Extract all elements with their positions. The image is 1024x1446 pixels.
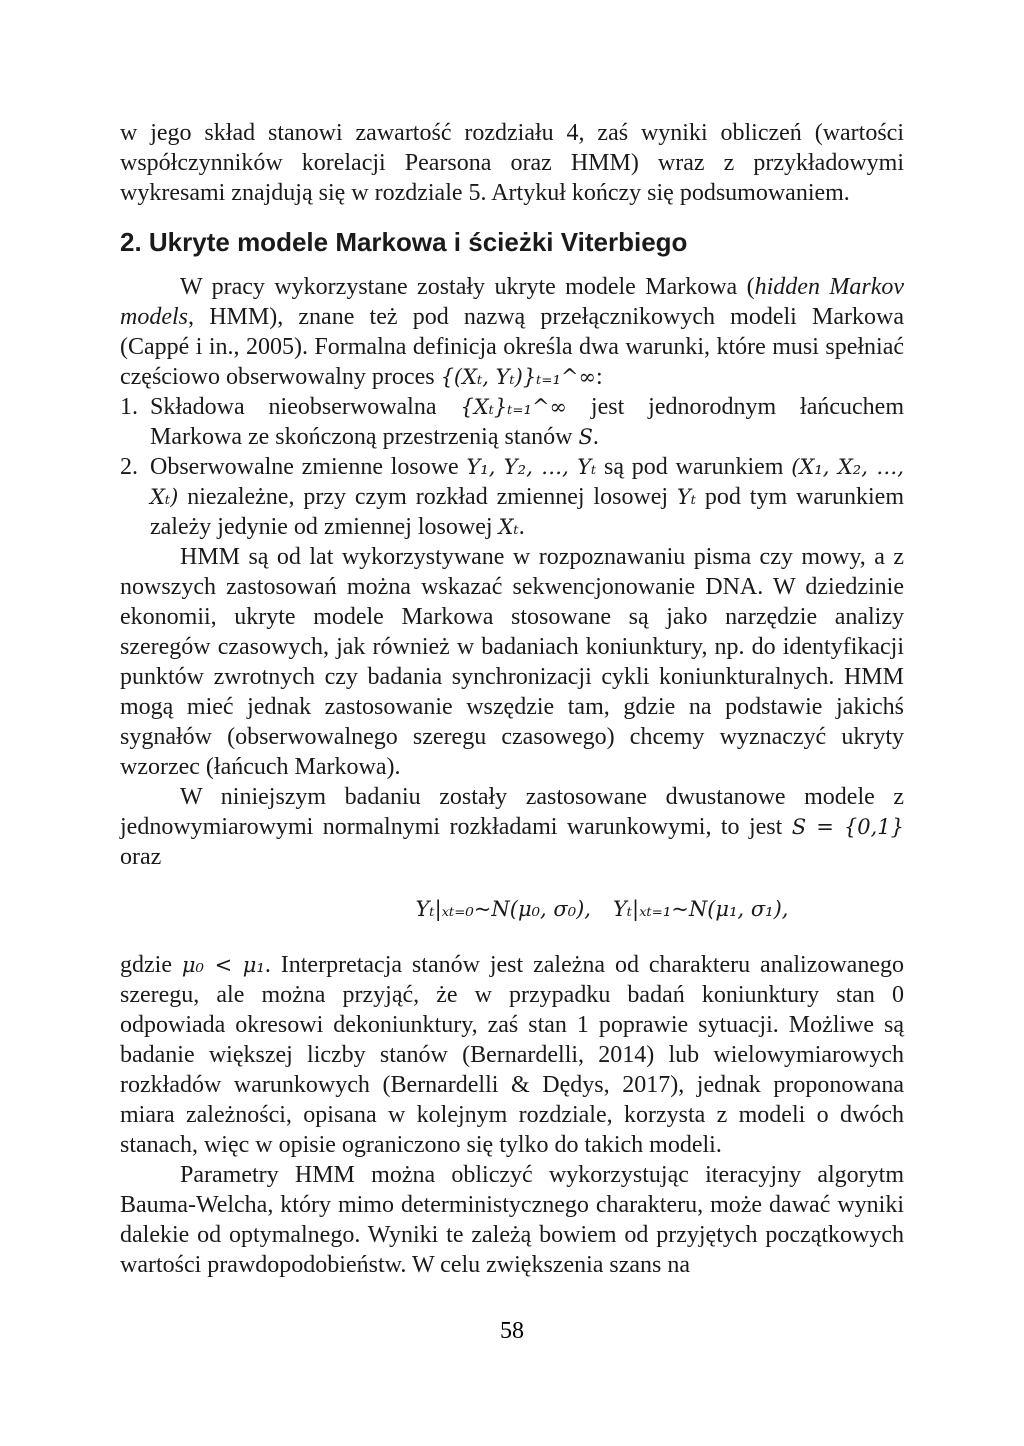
p1-text-3: , HMM), znane też pod nazwą przełącznikowych modeli Markowa (Cappé i in., 2005). Formalna definicja określa dwa warunki, które musi spełniać częściowo obserwowalny proces	[120, 304, 904, 390]
page-body	[120, 118, 904, 1280]
condition-item-2	[120, 452, 904, 542]
p1-italic-term: hidden Markov models	[120, 274, 904, 330]
c2-math-3: Yₜ	[676, 485, 697, 509]
c1-math-1: {Xₜ}ₜ₌₁^∞	[460, 395, 568, 419]
paragraph-hmm-definition	[120, 272, 904, 392]
c2-math-2: (X₁, X₂, …, Xₜ)	[150, 455, 904, 509]
c2-math-4: Xₜ	[498, 515, 519, 539]
p3-text-1: W niniejszym badaniu zostały zastosowane dwustanowe modele z jednowymiarowymi normalnymi rozkładami warunkowymi, to jest	[120, 784, 904, 840]
page-number: 58	[500, 1318, 524, 1344]
intro-paragraph: w jego skład stanowi zawartość rozdziału 4, zaś wyniki obliczeń (wartości współczynników korelacji Pearsona oraz HMM) wraz z przykładowymi wykresami znajdują się w rozdziale 5. Artykuł kończy się podsumowaniem.	[120, 120, 904, 206]
c2-text-2: są pod warunkiem	[596, 454, 792, 480]
condition-item-1	[120, 392, 904, 452]
paragraph-hmm-applications: HMM są od lat wykorzystywane w rozpoznawaniu pisma czy mowy, a z nowszych zastosowań można wskazać sekwencjonowanie DNA. W dziedzinie ekonomii, ukryte modele Markowa stosowane są jako narzędzie analizy szeregów czasowych, jak również w badaniach koniunktury, np. do identyfikacji punktów zwrotnych czy badania synchronizacji cykli koniunkturalnych. HMM mogą mieć jednak zastosowanie wszędzie tam, gdzie na podstawie jakichś sygnałów (obserwowalnego szeregu czasowego) chcemy wyznaczyć ukryty wzorzec (łańcuch Markowa).	[120, 544, 904, 780]
p4-math-mu: μ₀ < μ₁	[181, 953, 265, 977]
paragraph-two-state-models	[120, 782, 904, 872]
paragraph-baum-welch: Parametry HMM można obliczyć wykorzystując iteracyjny algorytm Bauma-Welcha, który mimo deterministycznego charakteru, może dawać wyniki dalekie od optymalnego. Wyniki te zależą bowiem od przyjętych początkowych wartości prawdopodobieństw. W celu zwiększenia szans na	[120, 1162, 904, 1278]
p3-math-state-space: S = {0,1}	[791, 815, 905, 839]
p4-text-2: . Interpretacja stanów jest zależna od charakteru analizowanego szeregu, ale można przyjąć, że w przypadku badań koniunktury stan 0 odpowiada okresowi dekoniunktury, zaś stan 1 poprawie sytuacji. Możliwe są badanie większej liczby stanów (Bernardelli, 2014) lub wielowymiarowych rozkładów warunkowych (Bernardelli & Dędys, 2017), jednak proponowana miara zależności, opisana w kolejnym rozdziale, korzysta z modeli o dwóch stanach, więc w opisie ograniczono się tylko do takich modeli.	[120, 952, 904, 1158]
condition-number: 2.	[120, 454, 138, 480]
p1-text-1: W pracy wykorzystane zostały ukryte modele Markowa (	[180, 274, 755, 300]
c2-text-3: niezależne, przy czym rozkład zmiennej losowej	[178, 484, 677, 510]
c2-math-1: Y₁, Y₂, …, Yₜ	[466, 455, 597, 479]
c1-text-3: .	[592, 424, 599, 450]
c1-text-2: jest jednorodnym łańcuchem Markowa ze skończoną przestrzenią stanów	[150, 394, 904, 450]
section-heading: 2. Ukryte modele Markowa i ścieżki Viterbiego	[120, 227, 688, 257]
paragraph-state-interpretation	[120, 950, 904, 1160]
c2-text-5: .	[518, 514, 525, 540]
equation-left: Yₜ|ₓₜ₌₀~N(μ₀, σ₀),	[415, 897, 591, 921]
p4-text-1: gdzie	[120, 952, 182, 978]
conditions-list	[120, 392, 904, 542]
p1-math-process: {(Xₜ, Yₜ)}ₜ₌₁^∞	[440, 365, 596, 389]
equation-right: Yₜ|ₓₜ₌₁~N(μ₁, σ₁),	[613, 897, 789, 921]
condition-number: 1.	[120, 394, 138, 420]
c1-math-2: S	[578, 425, 593, 449]
c2-text-1: Obserwowalne zmienne losowe	[150, 454, 467, 480]
c2-text-4: pod tym warunkiem zależy jedynie od zmiennej losowej	[150, 484, 904, 540]
p3-text-2: oraz	[120, 844, 162, 870]
equation-conditional-distributions	[120, 894, 904, 924]
p1-text-4: :	[595, 364, 603, 390]
c1-text-1: Składowa nieobserwowalna	[150, 394, 461, 420]
